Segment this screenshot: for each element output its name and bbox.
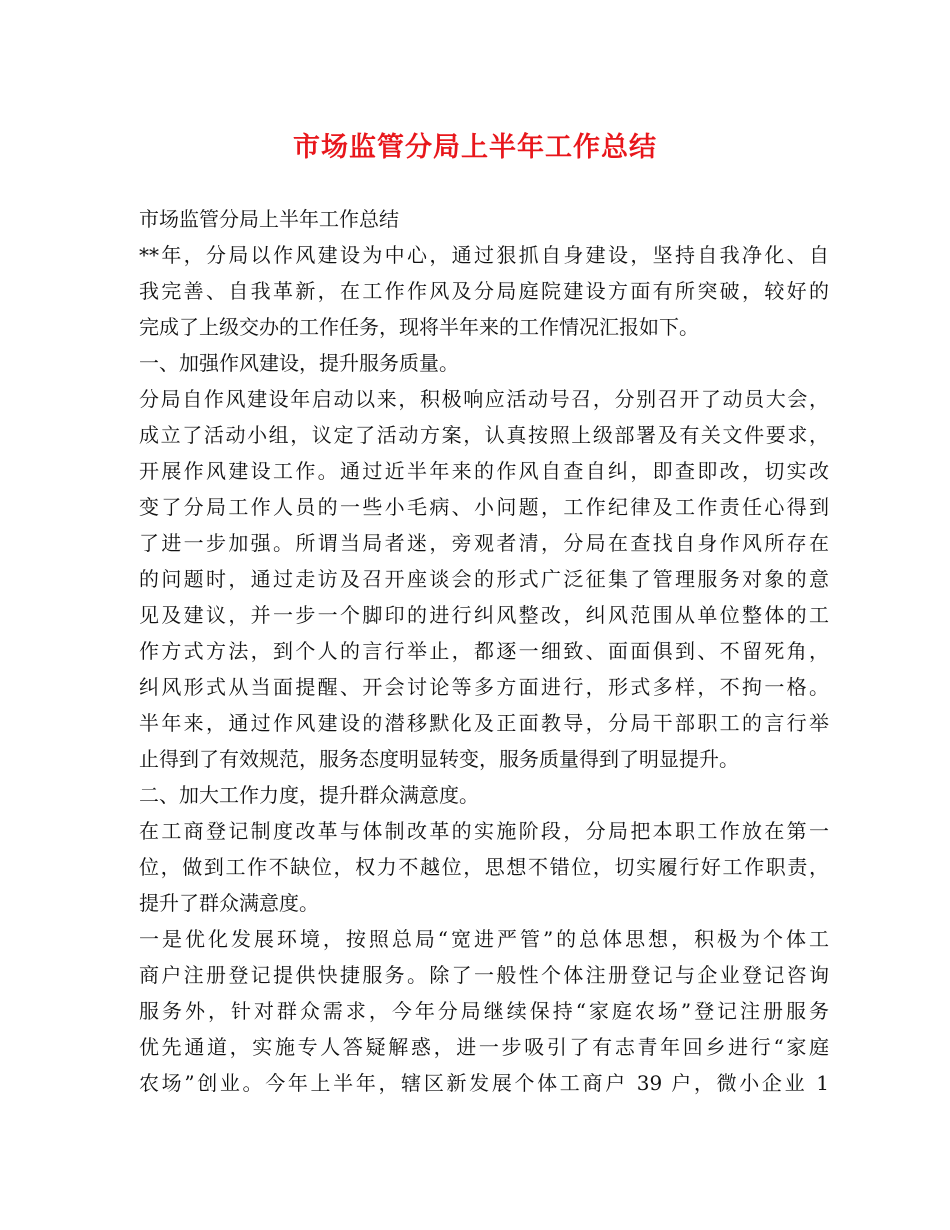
body-line: 一、加强作风建设，提升服务质量。 [139, 351, 459, 375]
body-line: 位，做到工作不缺位，权力不越位，思想不错位，切实履行好工作职责， [139, 855, 829, 879]
body-line: 在工商登记制度改革与体制改革的实施阶段，分局把本职工作放在第一 [139, 819, 829, 843]
body-line: 我完善、自我革新，在工作作风及分局庭院建设方面有所突破，较好的 [139, 279, 829, 303]
body-line: 商户注册登记提供快捷服务。除了一般性个体注册登记与企业登记咨询 [139, 963, 829, 987]
body-line: 纠风形式从当面提醒、开会讨论等多方面进行，形式多样，不拘一格。 [139, 675, 829, 699]
body-line: 市场监管分局上半年工作总结 [139, 207, 399, 231]
body-line: 提升了群众满意度。 [139, 891, 319, 915]
body-line: **年，分局以作风建设为中心，通过狠抓自身建设，坚持自我净化、自 [139, 243, 829, 267]
body-line: 成立了活动小组，议定了活动方案，认真按照上级部署及有关文件要求， [139, 423, 829, 447]
body-line: 开展作风建设工作。通过近半年来的作风自查自纠，即查即改，切实改 [139, 459, 829, 483]
body-line: 二、加大工作力度，提升群众满意度。 [139, 783, 479, 807]
body-line: 止得到了有效规范，服务态度明显转变，服务质量得到了明显提升。 [139, 747, 739, 771]
document-title: 市场监管分局上半年工作总结 [293, 132, 657, 163]
body-line: 完成了上级交办的工作任务，现将半年来的工作情况汇报如下。 [139, 315, 699, 339]
body-line: 变了分局工作人员的一些小毛病、小问题，工作纪律及工作责任心得到 [139, 495, 829, 519]
body-line: 的问题时，通过走访及召开座谈会的形式广泛征集了管理服务对象的意 [139, 567, 829, 591]
document-body [139, 201, 829, 1101]
body-line: 分局自作风建设年启动以来，积极响应活动号召，分别召开了动员大会， [139, 387, 829, 411]
body-line: 作方式方法，到个人的言行举止，都逐一细致、面面俱到、不留死角， [139, 639, 829, 663]
body-line: 优先通道，实施专人答疑解惑，进一步吸引了有志青年回乡进行“家庭 [139, 1035, 829, 1059]
body-line: 了进一步加强。所谓当局者迷，旁观者清，分局在查找自身作风所存在 [139, 531, 829, 555]
body-line: 农场”创业。今年上半年，辖区新发展个体工商户 39 户，微小企业 1 [139, 1071, 829, 1095]
body-line: 见及建议，并一步一个脚印的进行纠风整改，纠风范围从单位整体的工 [139, 603, 829, 627]
body-line: 一是优化发展环境，按照总局“宽进严管”的总体思想，积极为个体工 [139, 927, 829, 951]
body-line: 半年来，通过作风建设的潜移默化及正面教导，分局干部职工的言行举 [139, 711, 829, 735]
body-line: 服务外，针对群众需求，今年分局继续保持“家庭农场”登记注册服务 [139, 999, 829, 1023]
